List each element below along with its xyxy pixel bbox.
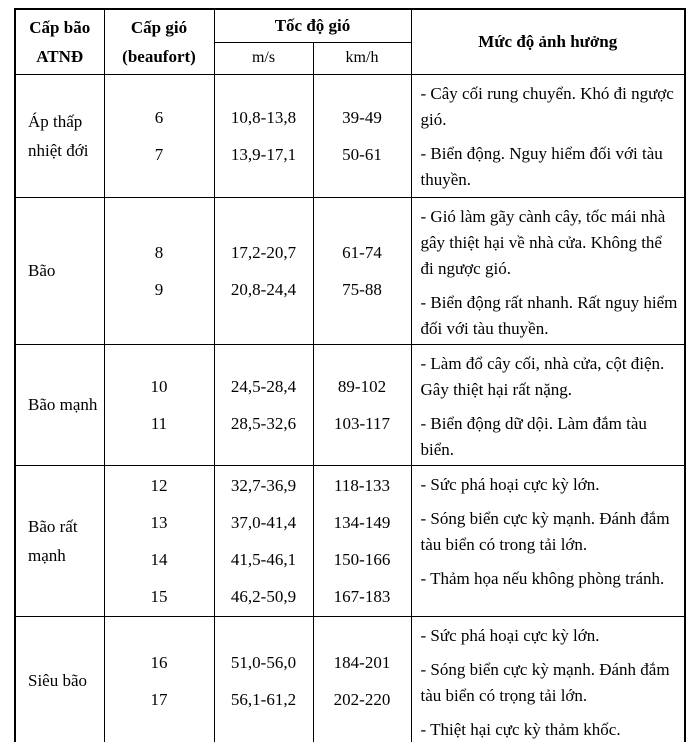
speed-kmh-value: 118-133 [333,475,391,495]
header-wind-level [104,9,214,74]
impact-text: - Cây cối rung chuyển. Khó đi ngược gió. [420,83,674,129]
speed-ms-value: 28,5-32,6 [230,413,297,433]
header-unit-kmh: km/h [313,42,411,74]
speed-ms-value: 24,5-28,4 [230,376,297,396]
speed-kmh-value: 50-61 [342,144,382,164]
impact-text: - Làm đổ cây cối, nhà cửa, cột điện. Gây thiệt hại rất nặng. [420,353,665,399]
header-impact: Mức độ ảnh hưởng [411,9,685,74]
speed-kmh-value: 103-117 [333,413,391,433]
header-line: Cấp bão [29,17,91,37]
beaufort-value: 8 [154,242,164,262]
impact-cell [411,344,685,465]
impact-text: - Biển động dữ dội. Làm đắm tàu biển. [420,413,647,459]
impact-cell [411,197,685,344]
beaufort-value: 14 [150,549,168,569]
impact-cell [411,74,685,197]
storm-category-cell: Áp thấp nhiệt đới [15,74,104,197]
speed-kmh-value: 61-74 [342,242,382,262]
header-storm-category [15,9,104,74]
speed-kmh-value: 167-183 [333,586,391,606]
speed-kmh-cell [313,197,411,344]
table-header [15,9,685,74]
speed-kmh-cell [313,616,411,742]
speed-ms-cell [214,616,313,742]
speed-kmh-value: 89-102 [337,376,387,396]
header-line: (beaufort) [122,46,196,66]
impact-text: - Sóng biển cực kỳ mạnh. Đánh đắm tàu biển có trọng tải lớn. [420,659,670,705]
speed-kmh-cell [313,344,411,465]
speed-kmh-cell [313,74,411,197]
impact-text: - Gió làm gãy cành cây, tốc mái nhà gây thiệt hại về nhà cửa. Không thể đi ngược gió. [420,206,666,278]
beaufort-cell [104,616,214,742]
speed-kmh-value: 134-149 [333,512,391,532]
beaufort-value: 6 [154,107,164,127]
header-row-top [15,9,685,42]
speed-kmh-value: 39-49 [342,107,382,127]
beaufort-value: 11 [150,413,168,433]
speed-ms-value: 32,7-36,9 [230,475,297,495]
beaufort-value: 12 [150,475,168,495]
impact-text: - Thiệt hại cực kỳ thảm khốc. [420,719,621,739]
beaufort-value: 15 [150,586,168,606]
speed-ms-value: 17,2-20,7 [230,242,297,262]
table-row [15,344,685,465]
impact-text: - Biển động. Nguy hiểm đối với tàu thuyền. [420,143,663,189]
speed-kmh-value: 75-88 [342,279,382,299]
storm-scale-table-container [14,8,686,742]
table-row [15,465,685,616]
speed-kmh-value: 202-220 [333,689,391,709]
speed-ms-cell [214,197,313,344]
impact-text: - Sức phá hoại cực kỳ lớn. [420,625,600,645]
table-row [15,197,685,344]
impact-text: - Sức phá hoại cực kỳ lớn. [420,474,600,494]
speed-ms-cell [214,344,313,465]
beaufort-value: 13 [150,512,168,532]
storm-category-cell: Bão [15,197,104,344]
beaufort-cell [104,197,214,344]
speed-ms-value: 51,0-56,0 [230,652,297,672]
impact-cell [411,616,685,742]
speed-ms-value: 13,9-17,1 [230,144,297,164]
storm-category-cell: Siêu bão [15,616,104,742]
speed-ms-cell [214,465,313,616]
speed-ms-cell [214,74,313,197]
table-row [15,616,685,742]
beaufort-value: 7 [154,144,164,164]
beaufort-cell [104,344,214,465]
speed-kmh-value: 150-166 [333,549,391,569]
header-line: ATNĐ [36,46,84,66]
impact-text: - Sóng biển cực kỳ mạnh. Đánh đắm tàu biển có trong tải lớn. [420,508,670,554]
table-row [15,74,685,197]
beaufort-cell [104,465,214,616]
speed-ms-value: 56,1-61,2 [230,689,297,709]
beaufort-value: 9 [154,279,164,299]
storm-category-cell: Bão rất mạnh [15,465,104,616]
speed-ms-value: 41,5-46,1 [230,549,297,569]
impact-text: - Thảm họa nếu không phòng tránh. [420,568,665,588]
storm-scale-table [14,8,686,742]
beaufort-value: 10 [150,376,168,396]
header-line: Cấp gió [130,17,188,37]
table-body [15,74,685,742]
speed-ms-value: 46,2-50,9 [230,586,297,606]
speed-ms-value: 20,8-24,4 [230,279,297,299]
speed-kmh-value: 184-201 [333,652,391,672]
speed-ms-value: 10,8-13,8 [230,107,297,127]
beaufort-value: 17 [150,689,168,709]
storm-category-cell: Bão mạnh [15,344,104,465]
impact-cell [411,465,685,616]
beaufort-cell [104,74,214,197]
impact-text: - Biển động rất nhanh. Rất nguy hiểm đối với tàu thuyền. [420,292,678,338]
speed-kmh-cell [313,465,411,616]
header-unit-ms: m/s [214,42,313,74]
header-wind-speed: Tốc độ gió [214,9,411,42]
beaufort-value: 16 [150,652,168,672]
speed-ms-value: 37,0-41,4 [230,512,297,532]
